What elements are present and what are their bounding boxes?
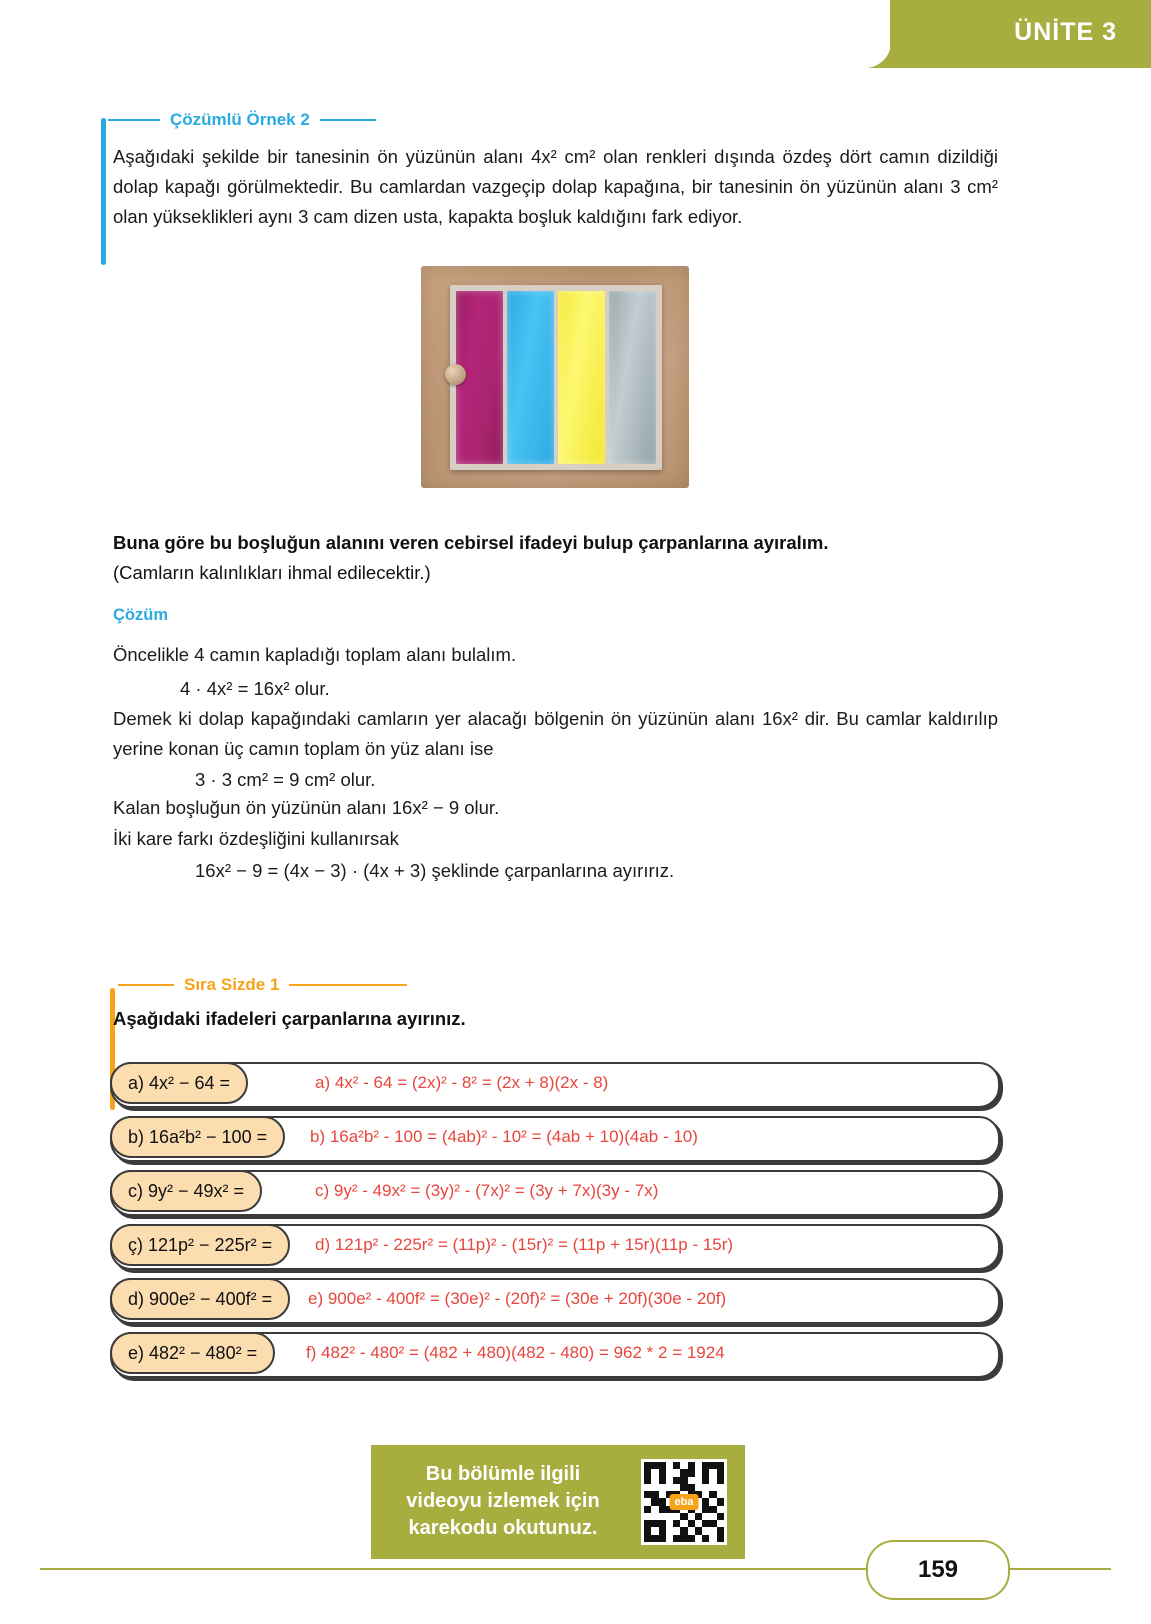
practice-exercise-list xyxy=(110,1062,1000,1386)
cabinet-inner-frame xyxy=(450,285,662,470)
exercise-row xyxy=(110,1170,1000,1212)
qr-promo-text: Bu bölümle ilgili videoyu izlemek için karekodu okutunuz. xyxy=(406,1463,600,1539)
exercise-row xyxy=(110,1062,1000,1104)
example-question-note: (Camların kalınlıkları ihmal edilecektir.) xyxy=(113,562,431,583)
exercise-answer-text: e) 900e² - 400f² = (30e)² - (20f)² = (30e + 20f)(30e - 20f) xyxy=(308,1289,727,1308)
example-dash-left xyxy=(108,119,160,121)
exercise-prompt: d) 900e² − 400f² = xyxy=(110,1278,290,1320)
eba-logo: eba xyxy=(670,1494,699,1510)
exercise-row xyxy=(110,1224,1000,1266)
solution-line-1: Öncelikle 4 camın kapladığı toplam alanı bulalım. xyxy=(113,644,517,665)
solution-line-3: Demek ki dolap kapağındaki camların yer alacağı bölgenin ön yüzünün alanı 16x² dir. Bu camlar kaldırılıp yerine konan üç camın toplam ön yüz alanı ise xyxy=(113,708,998,759)
exercise-prompt: a) 4x² − 64 = xyxy=(110,1062,248,1104)
exercise-row xyxy=(110,1116,1000,1158)
practice-dash-left xyxy=(118,984,174,986)
exercise-prompt: ç) 121p² − 225r² = xyxy=(110,1224,290,1266)
exercise-answer-text: d) 121p² - 225r² = (11p)² - (15r)² = (11p + 15r)(11p - 15r) xyxy=(315,1235,734,1254)
cabinet-knob-icon xyxy=(445,364,466,385)
practice-instruction: Aşağıdaki ifadeleri çarpanlarına ayırınız. xyxy=(113,1008,466,1029)
glass-panel-yellow xyxy=(558,291,605,464)
example-intro-text: Aşağıdaki şekilde bir tanesinin ön yüzünün alanı 4x² cm² olan renkleri dışında özdeş dört camın dizildiği dolap kapağı görülmektedir. Bu camlardan vazgeçip dolap kapağına, bir tanesinin ön yüzünün alanı 3 cm² olan yükseklikleri aynı 3 cam dizen usta, kapakta boşluk kaldığını fark ediyor. xyxy=(113,146,998,227)
practice-title: Sıra Sizde 1 xyxy=(184,975,280,994)
glass-panels xyxy=(456,291,656,464)
solution-line-5: Kalan boşluğun ön yüzünün alanı 16x² − 9 olur. xyxy=(113,797,500,818)
page-number: 159 xyxy=(917,1556,959,1583)
glass-panel-cyan xyxy=(507,291,554,464)
page-number-badge xyxy=(866,1540,1010,1600)
example-title: Çözümlü Örnek 2 xyxy=(170,110,310,129)
footer-rule-left xyxy=(40,1568,870,1570)
exercise-answer-text: c) 9y² - 49x² = (3y)² - (7x)² = (3y + 7x)(3y - 7x) xyxy=(315,1181,659,1200)
example-accent-bar xyxy=(101,118,106,265)
exercise-row xyxy=(110,1332,1000,1374)
solution-line-7: 16x² − 9 = (4x − 3) · (4x + 3) şeklinde çarpanlarına ayırırız. xyxy=(195,860,675,881)
exercise-prompt: c) 9y² − 49x² = xyxy=(110,1170,262,1212)
exercise-row xyxy=(110,1278,1000,1320)
practice-header xyxy=(118,975,407,995)
practice-dash-right xyxy=(289,984,407,986)
solution-line-4: 3 · 3 cm² = 9 cm² olur. xyxy=(195,769,376,790)
exercise-answer-text: b) 16a²b² - 100 = (4ab)² - 10² = (4ab + 10)(4ab - 10) xyxy=(310,1127,698,1146)
example-question-bold: Buna göre bu boşluğun alanını veren cebirsel ifadeyi bulup çarpanlarına ayıralım. xyxy=(113,532,829,553)
solution-line-6: İki kare farkı özdeşliğini kullanırsak xyxy=(113,828,399,849)
glass-panel-gray xyxy=(609,291,656,464)
example-dash-right xyxy=(320,119,376,121)
unit-header-tab xyxy=(801,0,1151,68)
example-header xyxy=(108,110,376,130)
solution-label: Çözüm xyxy=(113,606,168,624)
qr-promo-box xyxy=(371,1445,745,1559)
footer-rule-right xyxy=(1000,1568,1111,1570)
exercise-answer-text: f) 482² - 480² = (482 + 480)(482 - 480) = 962 * 2 = 1924 xyxy=(306,1343,725,1362)
qr-code-image[interactable] xyxy=(641,1459,727,1545)
unit-tab-notch xyxy=(801,0,891,68)
solution-line-2: 4 · 4x² = 16x² olur. xyxy=(180,678,330,699)
cabinet-door-figure xyxy=(421,266,689,488)
unit-label: ÜNİTE 3 xyxy=(1014,18,1117,46)
exercise-answer-text: a) 4x² - 64 = (2x)² - 8² = (2x + 8)(2x - 8) xyxy=(315,1073,609,1092)
exercise-prompt: e) 482² − 480² = xyxy=(110,1332,275,1374)
exercise-prompt: b) 16a²b² − 100 = xyxy=(110,1116,285,1158)
